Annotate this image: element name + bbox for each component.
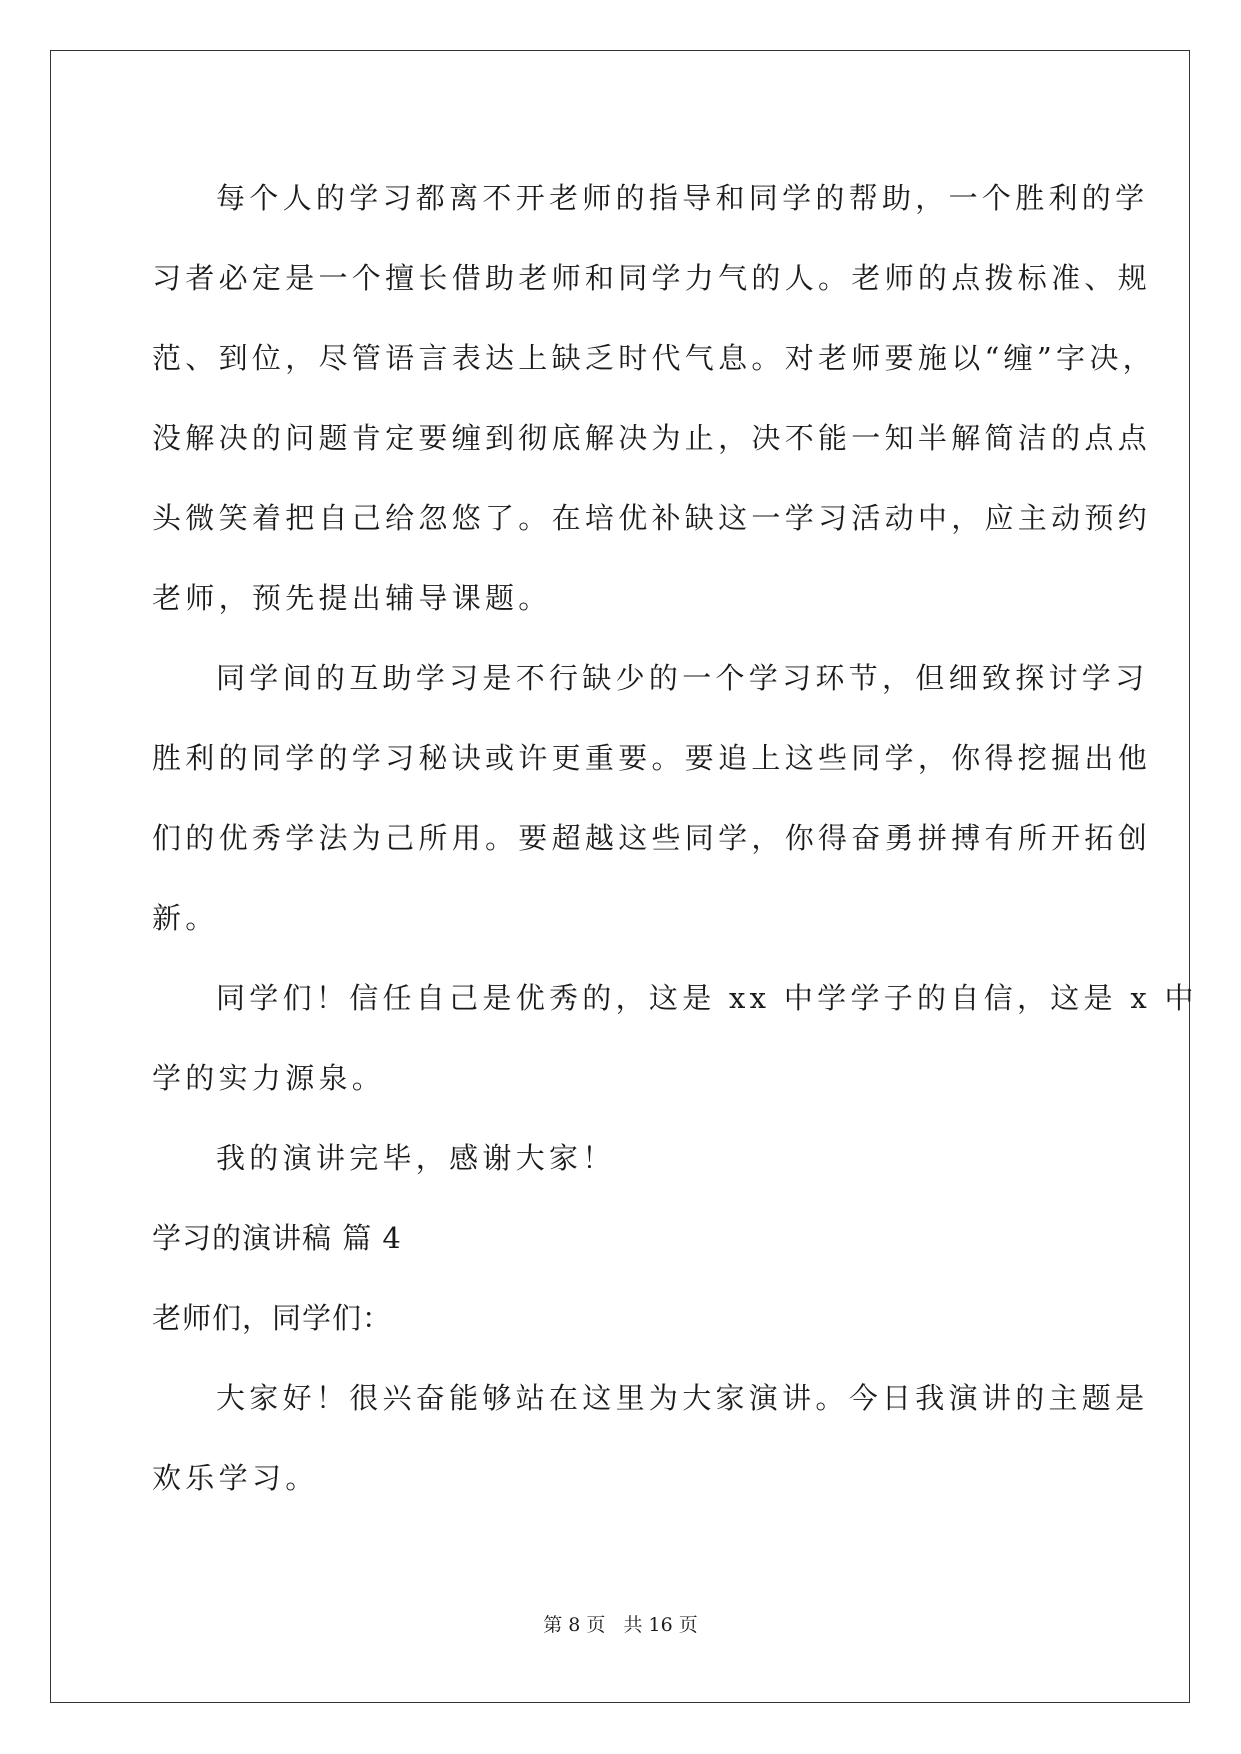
text-line: 每个人的学习都离不开老师的指导和同学的帮助，一个胜利的学	[216, 181, 1149, 215]
text-line: 没解决的问题肯定要缠到彻底解决为止，决不能一知半解简洁的点点	[152, 421, 1152, 455]
document-body	[152, 158, 1198, 1518]
text-line: 我的演讲完毕，感谢大家！	[216, 1141, 616, 1175]
page-total: 共 16 页	[623, 1614, 698, 1636]
page-footer	[0, 1610, 1241, 1637]
text-line: 同学间的互助学习是不行缺少的一个学习环节，但细致探讨学习	[216, 661, 1149, 695]
salutation: 老师们，同学们：	[152, 1301, 393, 1335]
text-line: 习者必定是一个擅长借助老师和同学力气的人。老师的点拨标准、规	[152, 261, 1152, 295]
text-line: 们的优秀学法为己所用。要超越这些同学，你得奋勇拼搏有所开拓创	[152, 821, 1152, 855]
text-line: 胜利的同学的学习秘诀或许更重要。要追上这些同学，你得挖掘出他	[152, 741, 1152, 775]
section-title: 学习的演讲稿 篇 4	[152, 1221, 402, 1255]
text-line: 新。	[152, 901, 219, 935]
text-line: 同学们！信任自己是优秀的，这是 xx 中学学子的自信，这是 x 中	[216, 981, 1198, 1015]
text-line: 头微笑着把自己给忽悠了。在培优补缺这一学习活动中，应主动预约	[152, 501, 1152, 535]
text-line: 老师，预先提出辅导课题。	[152, 581, 552, 615]
text-line: 大家好！很兴奋能够站在这里为大家演讲。今日我演讲的主题是	[216, 1381, 1149, 1415]
text-line: 欢乐学习。	[152, 1461, 319, 1495]
text-line: 学的实力源泉。	[152, 1061, 386, 1095]
text-line: 范、到位，尽管语言表达上缺乏时代气息。对老师要施以“缠”字决，	[152, 341, 1156, 375]
page-number: 第 8 页	[543, 1614, 606, 1636]
